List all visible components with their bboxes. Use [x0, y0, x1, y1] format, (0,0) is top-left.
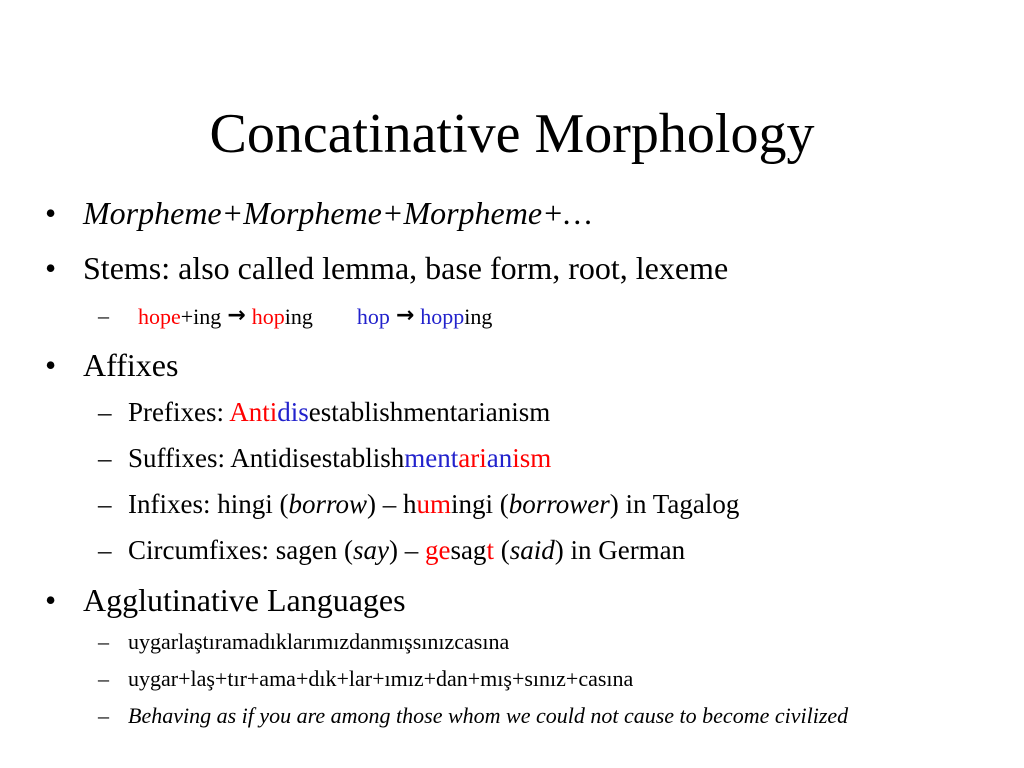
infixes-text: Infixes: hingi (borrow) – humingi (borrower) in Tagalog	[128, 489, 740, 519]
agglutinative-word-text: uygarlaştıramadıklarımızdanmışsınızcasına	[128, 629, 510, 654]
dash-marker: –	[98, 535, 112, 565]
hoping-suffix: ing	[284, 304, 313, 329]
dash-marker: –	[98, 666, 109, 691]
suffix-ment: ment	[404, 443, 459, 473]
hop-base: hop	[356, 304, 390, 329]
dash-marker: –	[98, 489, 112, 519]
suffix-an: an	[486, 443, 513, 473]
prefix-anti: Anti	[229, 397, 278, 427]
agglutinative-text: Agglutinative Languages	[83, 582, 406, 618]
morpheme-sequence-text: Morpheme+Morpheme+Morpheme+…	[83, 195, 593, 231]
stems-text: Stems: also called lemma, base form, root, lexeme	[83, 250, 729, 286]
circumfix-t: t	[486, 535, 494, 565]
suffixes-text: Suffixes: Antidisestablishmentarianism	[128, 443, 552, 473]
stems-example-text	[138, 302, 492, 331]
bullet-marker: •	[45, 582, 57, 618]
agglutinative-gloss-text: Behaving as if you are among those whom we could not cause to become civilized	[128, 703, 849, 728]
dash-marker: –	[98, 703, 109, 728]
dash-marker: –	[98, 397, 112, 427]
hop-stem: hop	[251, 304, 285, 329]
bullet-marker: •	[45, 347, 57, 383]
dash-marker: –	[98, 303, 109, 328]
arrow-right-icon: →	[395, 303, 415, 328]
infix-um: um	[416, 489, 452, 519]
bullet-marker: •	[45, 195, 57, 231]
circumfix-ge: ge	[424, 535, 451, 565]
suffix-ism: ism	[512, 443, 552, 473]
prefixes-text: Prefixes: Antidisestablishmentarianism	[128, 397, 551, 427]
agglutinative-split-text: uygar+laş+tır+ama+dık+lar+ımız+dan+mış+sınız+casına	[128, 666, 634, 691]
suffix-ari: ari	[458, 443, 487, 473]
dash-marker: –	[98, 443, 112, 473]
bullet-marker: •	[45, 250, 57, 286]
hope-stem: hope	[138, 304, 181, 329]
slide-title: Concatinative Morphology	[209, 103, 815, 165]
circumfixes-text: Circumfixes: sagen (say) – gesagt (said) in German	[128, 535, 686, 565]
hopping-suffix: ing	[464, 304, 493, 329]
affixes-text: Affixes	[83, 347, 179, 383]
prefix-dis: dis	[277, 397, 309, 427]
dash-marker: –	[98, 629, 109, 654]
hopp-stem: hopp	[420, 304, 465, 329]
ing-suffix: +ing	[180, 304, 222, 329]
arrow-right-icon: →	[227, 303, 246, 328]
